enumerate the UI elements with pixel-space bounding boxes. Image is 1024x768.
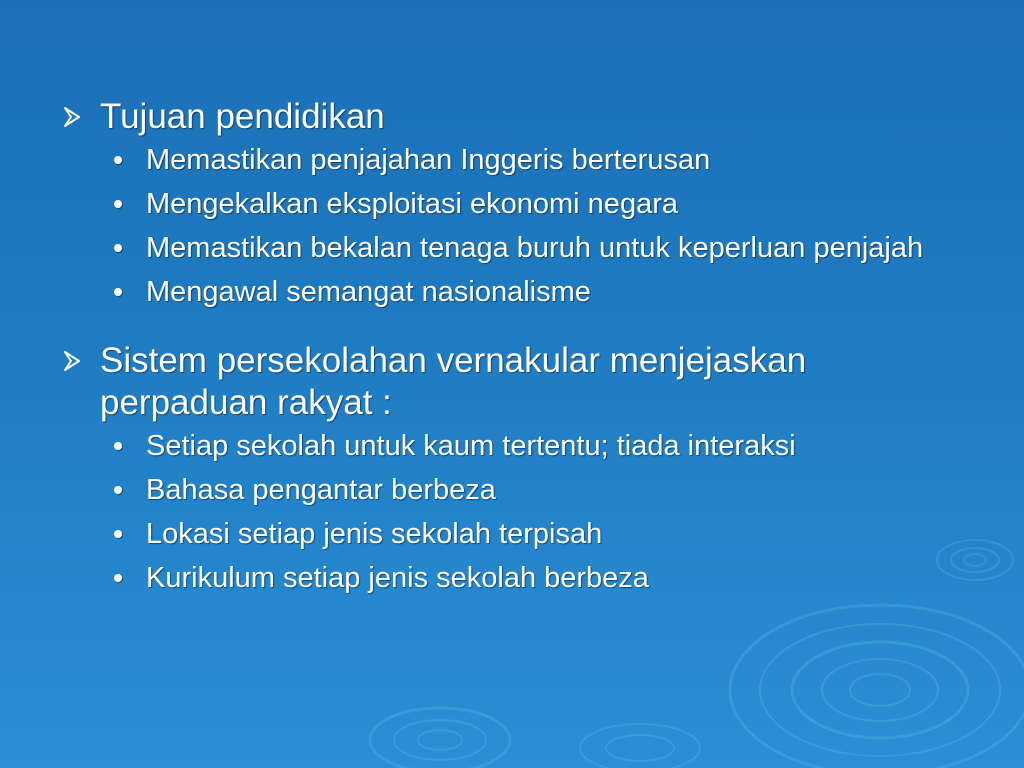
- list-item: [112, 230, 962, 266]
- section-heading: Sistem persekolahan vernakular menjejaskan perpaduan rakyat :: [100, 341, 807, 422]
- bullet-list: [62, 428, 962, 596]
- dot-bullet-icon: [112, 472, 146, 508]
- arrow-bullet-icon: [62, 340, 100, 377]
- dot-bullet-icon: [112, 560, 146, 596]
- bullet-text: Memastikan penjajahan Inggeris berterusan: [146, 144, 711, 176]
- list-item: [112, 186, 962, 222]
- dot-bullet-icon: [112, 142, 146, 178]
- bullet-text: Lokasi setiap jenis sekolah terpisah: [146, 518, 603, 550]
- section-heading: Tujuan pendidikan: [100, 97, 385, 136]
- list-item: [112, 472, 962, 508]
- list-item: [112, 560, 962, 596]
- section-heading-row: [62, 96, 962, 138]
- bullet-text: Mengekalkan eksploitasi ekonomi negara: [146, 188, 678, 220]
- bullet-text: Setiap sekolah untuk kaum tertentu; tiada interaksi: [146, 430, 796, 462]
- dot-bullet-icon: [112, 428, 146, 464]
- dot-bullet-icon: [112, 230, 146, 266]
- list-item: [112, 428, 962, 464]
- bullet-text: Memastikan bekalan tenaga buruh untuk keperluan penjajah: [146, 232, 924, 264]
- bullet-text: Bahasa pengantar berbeza: [146, 474, 496, 506]
- section-sistem-persekolahan: [62, 340, 962, 596]
- bullet-text: Kurikulum setiap jenis sekolah berbeza: [146, 562, 649, 594]
- dot-bullet-icon: [112, 274, 146, 310]
- dot-bullet-icon: [112, 186, 146, 222]
- bullet-text: Mengawal semangat nasionalisme: [146, 276, 591, 308]
- bullet-list: [62, 142, 962, 310]
- list-item: [112, 516, 962, 552]
- list-item: [112, 142, 962, 178]
- slide-content: [62, 96, 962, 604]
- list-item: [112, 274, 962, 310]
- dot-bullet-icon: [112, 516, 146, 552]
- section-heading-row: [62, 340, 962, 424]
- section-tujuan-pendidikan: [62, 96, 962, 310]
- arrow-bullet-icon: [62, 96, 100, 133]
